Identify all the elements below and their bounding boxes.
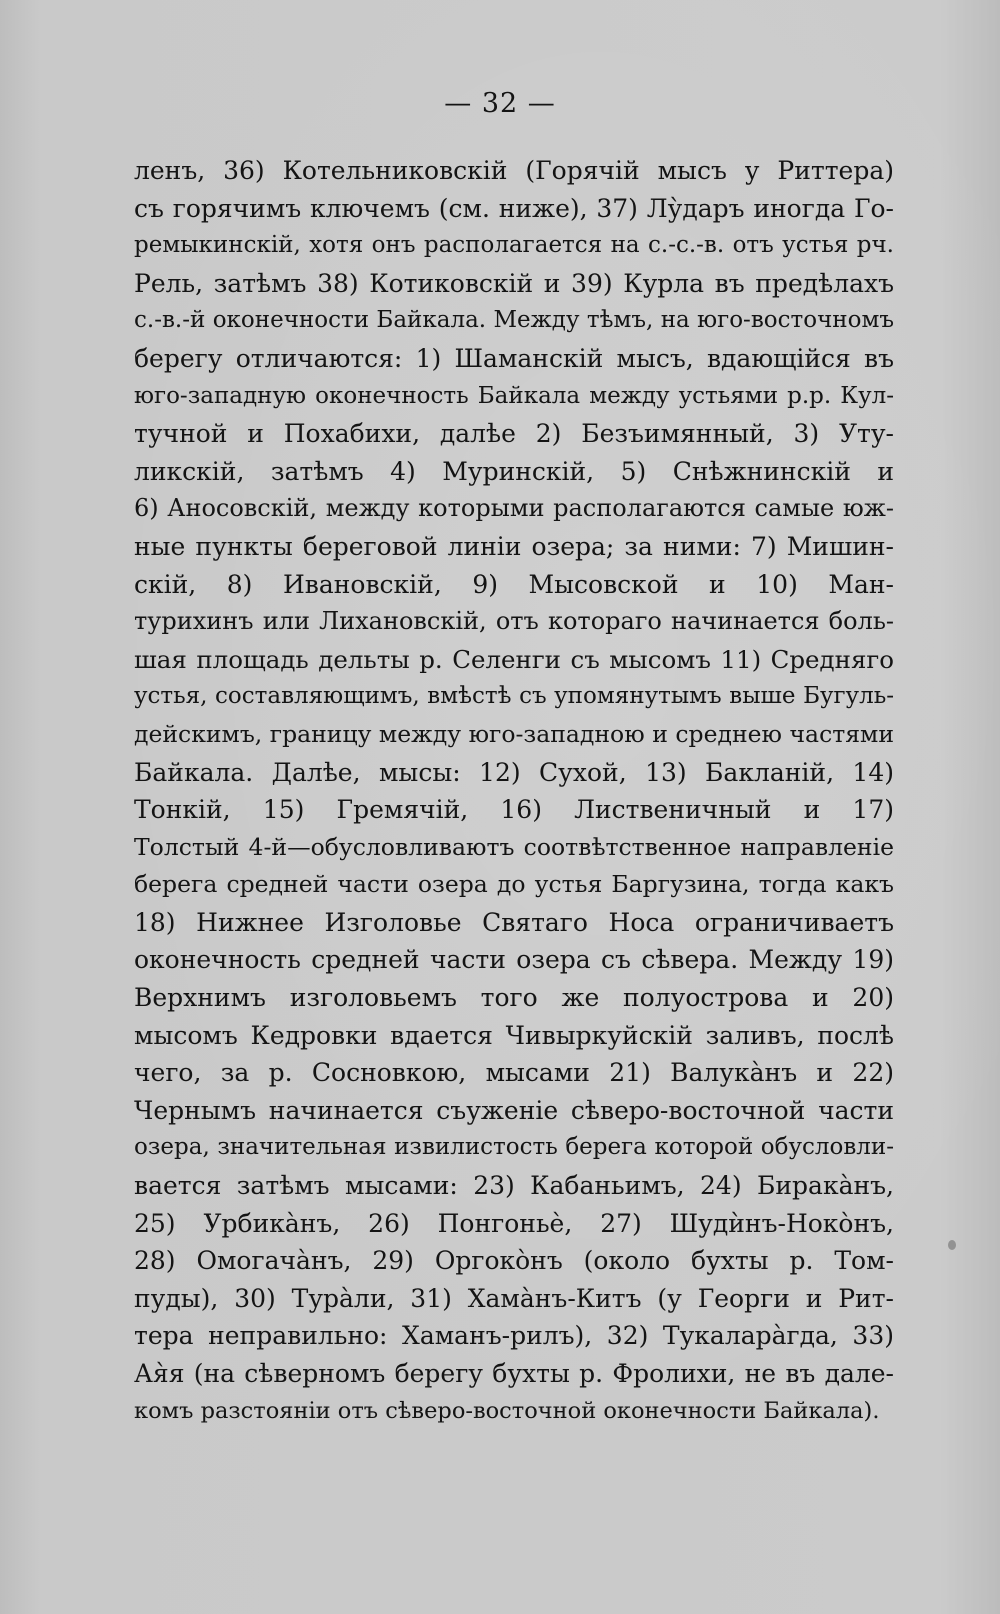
text-line: юго-западную оконечность Байкала между устьями р.р. Кул- bbox=[134, 382, 894, 409]
text-line: ремыкинскій, хотя онъ располагается на с.-с.-в. отъ устья рч. bbox=[134, 232, 894, 259]
text-line: дейскимъ, границу между юго-западною и среднею частями bbox=[134, 719, 894, 748]
text-line: тера неправильно: Хаманъ-рилъ), 32) Тукалара̀гда, 33) bbox=[134, 1321, 894, 1351]
text-line: берега средней части озера до устья Баргузина, тогда какъ bbox=[134, 870, 894, 899]
text-line: мысомъ Кедровки вдается Чивыркуйскій заливъ, послѣ bbox=[134, 1020, 894, 1050]
paper-speck bbox=[948, 1240, 956, 1250]
text-line: чего, за р. Сосновкою, мысами 21) Валука̀нъ и 22) bbox=[134, 1058, 894, 1088]
text-line: Рель, затѣмъ 38) Котиковскій и 39) Курла въ предѣлахъ bbox=[134, 268, 894, 298]
body-text bbox=[134, 152, 894, 1430]
text-line: 6) Аносовскій, между которыми располагаются самые юж- bbox=[134, 494, 894, 523]
text-line: с.-в.-й оконечности Байкала. Между тѣмъ, на юго-восточномъ bbox=[134, 307, 894, 334]
text-line: оконечность средней части озера съ сѣвера. Между 19) bbox=[134, 945, 894, 975]
text-line: Чернымъ начинается съуженіе сѣверо-восточной части bbox=[134, 1095, 894, 1125]
text-line: ликскій, затѣмъ 4) Муринскій, 5) Снѣжнинскій и bbox=[134, 456, 894, 486]
text-line: Верхнимъ изголовьемъ того же полуострова и 20) bbox=[134, 983, 894, 1013]
text-line: комъ разстояніи отъ сѣверо-восточной оконечности Байкала). bbox=[134, 1397, 880, 1424]
text-line: берегу отличаются: 1) Шаманскій мысъ, вдающійся въ bbox=[134, 343, 894, 373]
text-line: ленъ, 36) Котельниковскій (Горячій мысъ у Риттера) bbox=[134, 156, 894, 185]
text-line: Байкала. Далѣе, мысы: 12) Сухой, 13) Бакланій, 14) bbox=[134, 757, 894, 787]
text-line: турихинъ или Лихановскій, отъ котораго начинается боль- bbox=[134, 607, 894, 636]
text-line: устья, составляющимъ, вмѣстѣ съ упомянутымъ выше Бугуль- bbox=[134, 683, 894, 710]
text-line: 28) Омогача̀нъ, 29) Оргоко̀нъ (около бухты р. Том- bbox=[134, 1246, 894, 1276]
text-line: Ая̀я (на сѣверномъ берегу бухты р. Фролихи, не въ дале- bbox=[134, 1359, 894, 1388]
text-line: 18) Нижнее Изголовье Святаго Носа ограничиваетъ bbox=[134, 907, 894, 937]
text-line: 25) Урбика̀нъ, 26) Понгоньѐ, 27) Шудѝнъ-Ноко̀нъ, bbox=[134, 1208, 894, 1238]
page-number: — 32 — bbox=[444, 88, 556, 119]
text-line: скій, 8) Ивановскій, 9) Мысовской и 10) Ман- bbox=[134, 569, 894, 599]
text-line: тучной и Похабихи, далѣе 2) Безъимянный, 3) Уту- bbox=[134, 419, 894, 449]
text-line: вается затѣмъ мысами: 23) Кабаньимъ, 24) Бирака̀нъ, bbox=[134, 1171, 894, 1201]
text-line: съ горячимъ ключемъ (см. ниже), 37) Лу̀даръ иногда Го- bbox=[134, 193, 894, 223]
text-line: озера, значительная извилистость берега которой обусловли- bbox=[134, 1134, 894, 1161]
text-line: Тонкій, 15) Гремячій, 16) Лиственичный и 17) bbox=[134, 795, 894, 825]
text-line: пуды), 30) Тура̀ли, 31) Хама̀нъ-Китъ (у Георги и Рит- bbox=[134, 1283, 894, 1313]
text-line: шая площадь дельты р. Селенги съ мысомъ 11) Средняго bbox=[134, 644, 894, 674]
text-line: Толстый 4-й—обусловливаютъ соотвѣтственное направленіе bbox=[134, 832, 894, 861]
text-line: ные пункты береговой линіи озера; за ними: 7) Мишин- bbox=[134, 531, 894, 561]
